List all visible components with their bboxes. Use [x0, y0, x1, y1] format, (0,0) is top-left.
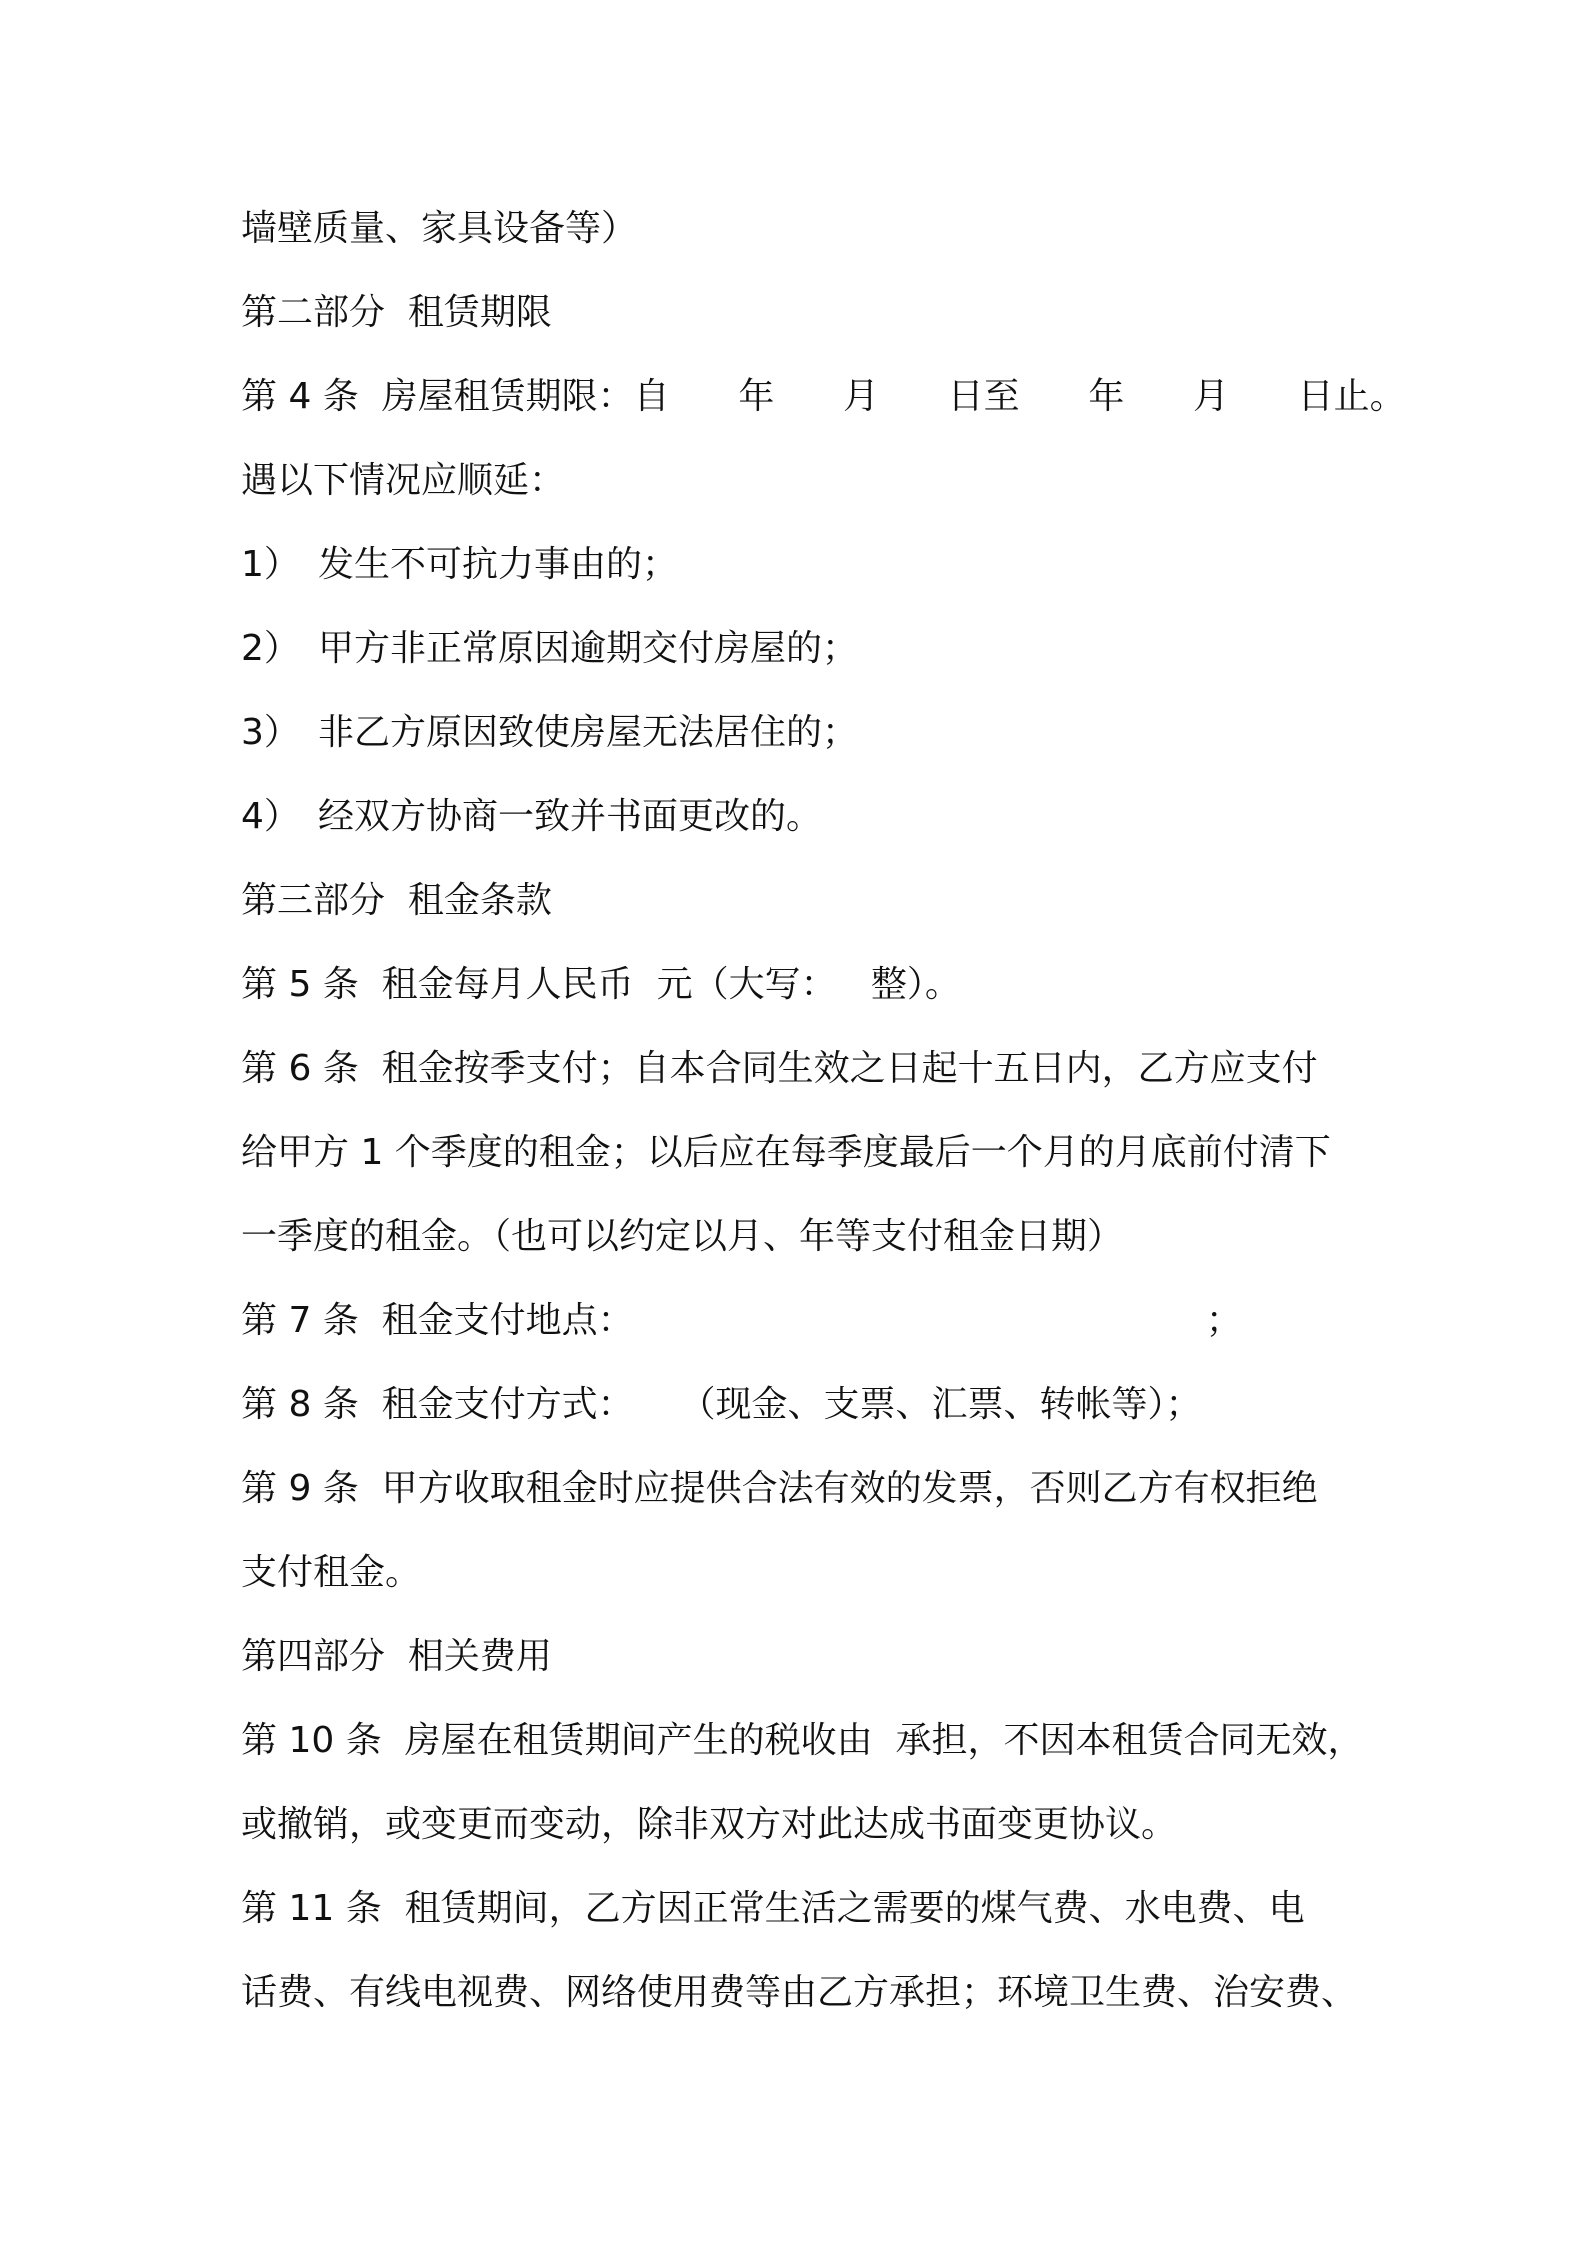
list-item	[241, 788, 1361, 872]
text-line: 支付租金。	[241, 1552, 422, 1593]
clause-7: 第 7 条 租金支付地点： ；	[241, 1300, 1242, 1341]
clause-8: 第 8 条 租金支付方式： （现金、支票、汇票、转帐等）；	[241, 1384, 1202, 1425]
clause-6: 第 6 条 租金按季支付；自本合同生效之日起十五日内，乙方应支付	[241, 1048, 1318, 1089]
clause-11: 第 11 条 租赁期间，乙方因正常生活之需要的煤气费、水电费、电	[241, 1888, 1305, 1929]
list-item-number: 4）	[241, 796, 300, 837]
text-line: 或撤销，或变更而变动，除非双方对此达成书面变更协议。	[241, 1804, 1178, 1845]
list-item	[241, 536, 1361, 620]
section-heading: 第三部分 租金条款	[241, 880, 552, 921]
text-line: 一季度的租金。（也可以约定以月、年等支付租金日期）	[241, 1216, 1124, 1257]
clause-4: 第 4 条 房屋租赁期限：自 年 月 日至 年 月 日止。	[241, 376, 1406, 417]
list-item-number: 2）	[241, 628, 300, 669]
document-body	[241, 200, 1406, 2048]
text-line: 遇以下情况应顺延：	[241, 460, 566, 501]
list-item-number: 1）	[241, 544, 300, 585]
list-item-text: 经双方协商一致并书面更改的。	[318, 796, 823, 837]
list-item-number: 3）	[241, 712, 300, 753]
text-line: 话费、有线电视费、网络使用费等由乙方承担；环境卫生费、治安费、	[241, 1972, 1358, 2013]
text-line: 墙壁质量、家具设备等）	[241, 208, 638, 249]
clause-9: 第 9 条 甲方收取租金时应提供合法有效的发票，否则乙方有权拒绝	[241, 1468, 1318, 1509]
list-item-text: 发生不可抗力事由的；	[318, 544, 679, 585]
text-line: 给甲方 1 个季度的租金；以后应在每季度最后一个月的月底前付清下	[241, 1132, 1331, 1173]
list-item-text: 甲方非正常原因逾期交付房屋的；	[318, 628, 859, 669]
list-item	[241, 620, 1361, 704]
clause-5: 第 5 条 租金每月人民币 元（大写： 整）。	[241, 964, 961, 1005]
clause-10: 第 10 条 房屋在租赁期间产生的税收由 承担，不因本租赁合同无效，	[241, 1720, 1364, 1761]
section-heading: 第二部分 租赁期限	[241, 292, 552, 333]
section-heading: 第四部分 相关费用	[241, 1636, 552, 1677]
list-item	[241, 704, 1361, 788]
list-item-text: 非乙方原因致使房屋无法居住的；	[318, 712, 859, 753]
